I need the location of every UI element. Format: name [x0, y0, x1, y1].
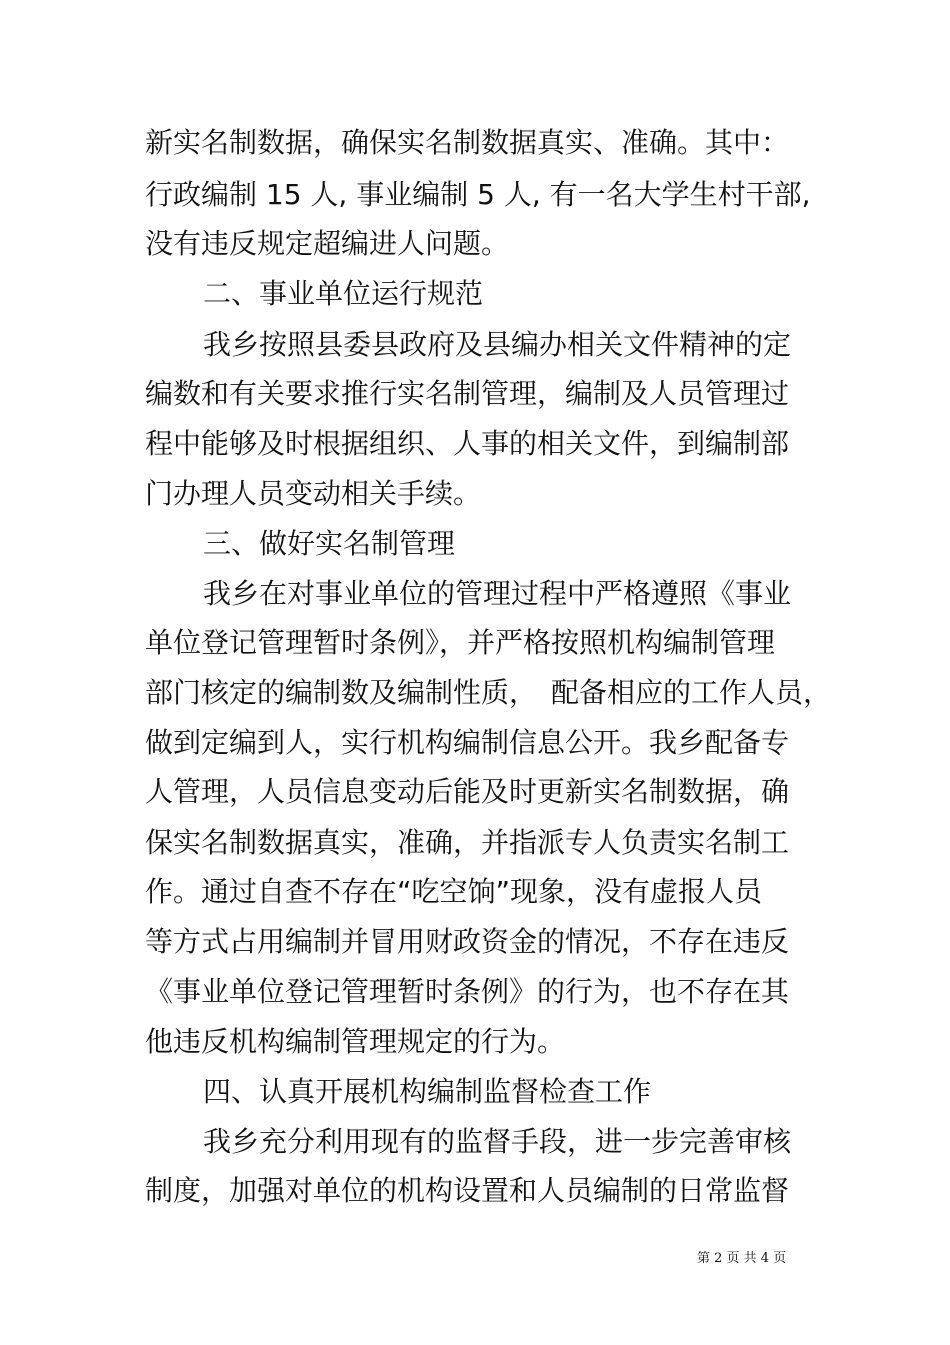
body-line: 部门核定的编制数及编制性质， 配备相应的工作人员，: [145, 676, 832, 709]
body-line: 《事业单位登记管理暂时条例》的行为，也不存在其: [145, 975, 790, 1008]
body-line: 单位登记管理暂时条例》，并严格按照机构编制管理: [145, 626, 776, 659]
body-line: 门办理人员变动相关手续。: [145, 477, 482, 510]
section-heading: 二、事业单位运行规范: [203, 277, 484, 310]
body-line: 我乡充分利用现有的监督手段，进一步完善审核: [203, 1125, 792, 1158]
section-heading: 四、认真开展机构编制监督检查工作: [203, 1075, 652, 1108]
page-number-footer: 第 2 页 共 4 页: [697, 1251, 787, 1266]
body-line: 做到定编到人，实行机构编制信息公开。我乡配备专: [145, 726, 790, 759]
body-line: 行政编制 15 人, 事业编制 5 人, 有一名大学生村干部,: [145, 178, 811, 211]
body-line: 我乡在对事业单位的管理过程中严格遵照《事业: [203, 577, 792, 610]
body-line: 他违反机构编制管理规定的行为。: [145, 1025, 566, 1058]
body-line: 制度，加强对单位的机构设置和人员编制的日常监督: [145, 1174, 790, 1207]
body-line: 新实名制数据，确保实名制数据真实、准确。其中：: [145, 126, 790, 159]
body-line: 我乡按照县委县政府及县编办相关文件精神的定: [203, 328, 792, 361]
body-line: 人管理，人员信息变动后能及时更新实名制数据，确: [145, 775, 790, 808]
body-line: 保实名制数据真实，准确，并指派专人负责实名制工: [145, 826, 790, 859]
body-line: 没有违反规定超编进人问题。: [145, 227, 510, 260]
section-heading: 三、做好实名制管理: [203, 527, 456, 560]
body-line: 作。通过自查不存在“吃空饷”现象，没有虚报人员: [145, 875, 763, 908]
body-line: 等方式占用编制并冒用财政资金的情况，不存在违反: [145, 925, 790, 958]
body-line: 程中能够及时根据组织、人事的相关文件，到编制部: [145, 427, 790, 460]
body-line: 编数和有关要求推行实名制管理，编制及人员管理过: [145, 377, 790, 410]
